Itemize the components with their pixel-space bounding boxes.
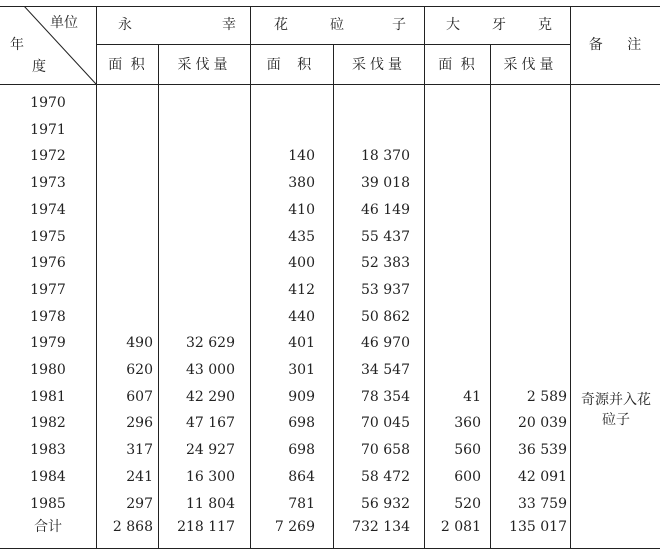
row-year: 1984 (30, 469, 66, 485)
cell-hlz-area: 400 (288, 255, 315, 271)
row-year: 1982 (30, 415, 66, 431)
cell-yx-area: 620 (126, 362, 153, 378)
cell-hlz-area: 412 (288, 282, 315, 298)
corner-year-label: 年 (10, 37, 24, 53)
group-dayake-left: 大 (446, 17, 460, 33)
row-year: 1971 (30, 122, 66, 138)
row-year: 1970 (30, 95, 66, 111)
cell-hlz-area: 909 (288, 389, 315, 405)
total-dyk-cut: 135 017 (509, 519, 567, 535)
subheader-hlz-cut: 采伐量 (352, 57, 406, 73)
cell-dyk-area: 520 (454, 496, 481, 512)
cell-yx-area: 296 (126, 415, 153, 431)
cell-hlz-area: 380 (288, 175, 315, 191)
cell-hlz-cut: 58 472 (361, 469, 410, 485)
cell-hlz-area: 440 (288, 309, 315, 325)
subheader-yx-cut: 采伐量 (177, 57, 232, 73)
cell-hlz-area: 698 (288, 415, 315, 431)
cell-hlz-cut: 46 149 (361, 202, 410, 218)
cell-hlz-area: 781 (288, 496, 315, 512)
corner-degree-label: 度 (32, 59, 46, 75)
cell-hlz-cut: 78 354 (361, 389, 410, 405)
remarks-header: 备 注 (588, 37, 652, 53)
total-hlz-area: 7 269 (274, 519, 315, 535)
cell-dyk-area: 360 (454, 415, 481, 431)
remark-note-1981: 奇源并入花砬子 (581, 392, 651, 428)
header-bottom-border (0, 84, 660, 85)
top-border (0, 6, 660, 7)
cell-yx-area: 607 (126, 389, 153, 405)
group-dayake-mid: 牙 (492, 17, 506, 33)
corner-unit-label: 单位 (50, 15, 78, 31)
cell-hlz-area: 435 (288, 229, 315, 245)
cell-yx-area: 241 (126, 469, 153, 485)
row-year: 1978 (30, 309, 66, 325)
row-year: 1972 (30, 148, 66, 164)
cell-hlz-area: 301 (288, 362, 315, 378)
col-line-hlz (250, 6, 251, 548)
cell-hlz-area: 410 (288, 202, 315, 218)
cell-yx-area: 297 (126, 496, 153, 512)
total-yx-area: 2 868 (112, 519, 153, 535)
cell-yx-cut: 32 629 (186, 335, 235, 351)
total-label: 合计 (34, 519, 62, 535)
col-line-year (96, 6, 97, 548)
cell-yx-area: 317 (126, 442, 153, 458)
total-yx-cut: 218 117 (177, 519, 235, 535)
row-year: 1973 (30, 175, 66, 191)
row-year: 1985 (30, 496, 66, 512)
cell-yx-cut: 47 167 (186, 415, 235, 431)
cell-dyk-cut: 20 039 (518, 415, 567, 431)
cell-hlz-area: 698 (288, 442, 315, 458)
group-yongxing-left: 永 (118, 17, 132, 33)
cell-hlz-cut: 18 370 (361, 148, 410, 164)
cell-yx-cut: 42 290 (186, 389, 235, 405)
cell-hlz-area: 401 (288, 335, 315, 351)
cell-dyk-cut: 2 589 (526, 389, 567, 405)
group-dayake-right: 克 (538, 17, 552, 33)
cell-dyk-cut: 36 539 (518, 442, 567, 458)
row-year: 1975 (30, 229, 66, 245)
subheader-dyk-area: 面 积 (438, 57, 477, 73)
subheader-hlz-area: 面 积 (266, 57, 318, 73)
cell-hlz-cut: 39 018 (361, 175, 410, 191)
group-hualazi-right: 子 (392, 17, 406, 33)
cell-dyk-cut: 33 759 (518, 496, 567, 512)
cell-hlz-cut: 52 383 (361, 255, 410, 271)
cell-hlz-cut: 53 937 (361, 282, 410, 298)
group-yongxing-right: 幸 (222, 17, 236, 33)
cell-dyk-area: 41 (463, 389, 481, 405)
cell-hlz-area: 140 (288, 148, 315, 164)
cell-hlz-cut: 46 970 (361, 335, 410, 351)
group-hualazi-left: 花 (274, 17, 288, 33)
cell-hlz-cut: 55 437 (361, 229, 410, 245)
data-table (0, 6, 660, 552)
cell-hlz-area: 864 (288, 469, 315, 485)
bottom-border (0, 548, 660, 549)
cell-hlz-cut: 50 862 (361, 309, 410, 325)
col-line-dyk (424, 6, 425, 548)
row-year: 1974 (30, 202, 66, 218)
row-year: 1981 (30, 389, 66, 405)
row-year: 1979 (30, 335, 66, 351)
cell-yx-cut: 11 804 (186, 496, 235, 512)
cell-dyk-area: 560 (454, 442, 481, 458)
cell-dyk-cut: 42 091 (518, 469, 567, 485)
cell-yx-cut: 24 927 (186, 442, 235, 458)
cell-hlz-cut: 56 932 (361, 496, 410, 512)
total-hlz-cut: 732 134 (352, 519, 410, 535)
cell-yx-cut: 43 000 (186, 362, 235, 378)
col-line-remarks (570, 6, 571, 548)
row-year: 1977 (30, 282, 66, 298)
subheader-dyk-cut: 采伐量 (503, 57, 558, 73)
row-year: 1976 (30, 255, 66, 271)
row-year: 1983 (30, 442, 66, 458)
cell-yx-area: 490 (126, 335, 153, 351)
cell-hlz-cut: 70 658 (361, 442, 410, 458)
subheader-yx-area: 面 积 (108, 57, 147, 73)
cell-dyk-area: 600 (454, 469, 481, 485)
total-dyk-area: 2 081 (440, 519, 481, 535)
cell-yx-cut: 16 300 (186, 469, 235, 485)
cell-hlz-cut: 70 045 (361, 415, 410, 431)
row-year: 1980 (30, 362, 66, 378)
group-hualazi-mid: 砬 (330, 17, 344, 33)
cell-hlz-cut: 34 547 (361, 362, 410, 378)
